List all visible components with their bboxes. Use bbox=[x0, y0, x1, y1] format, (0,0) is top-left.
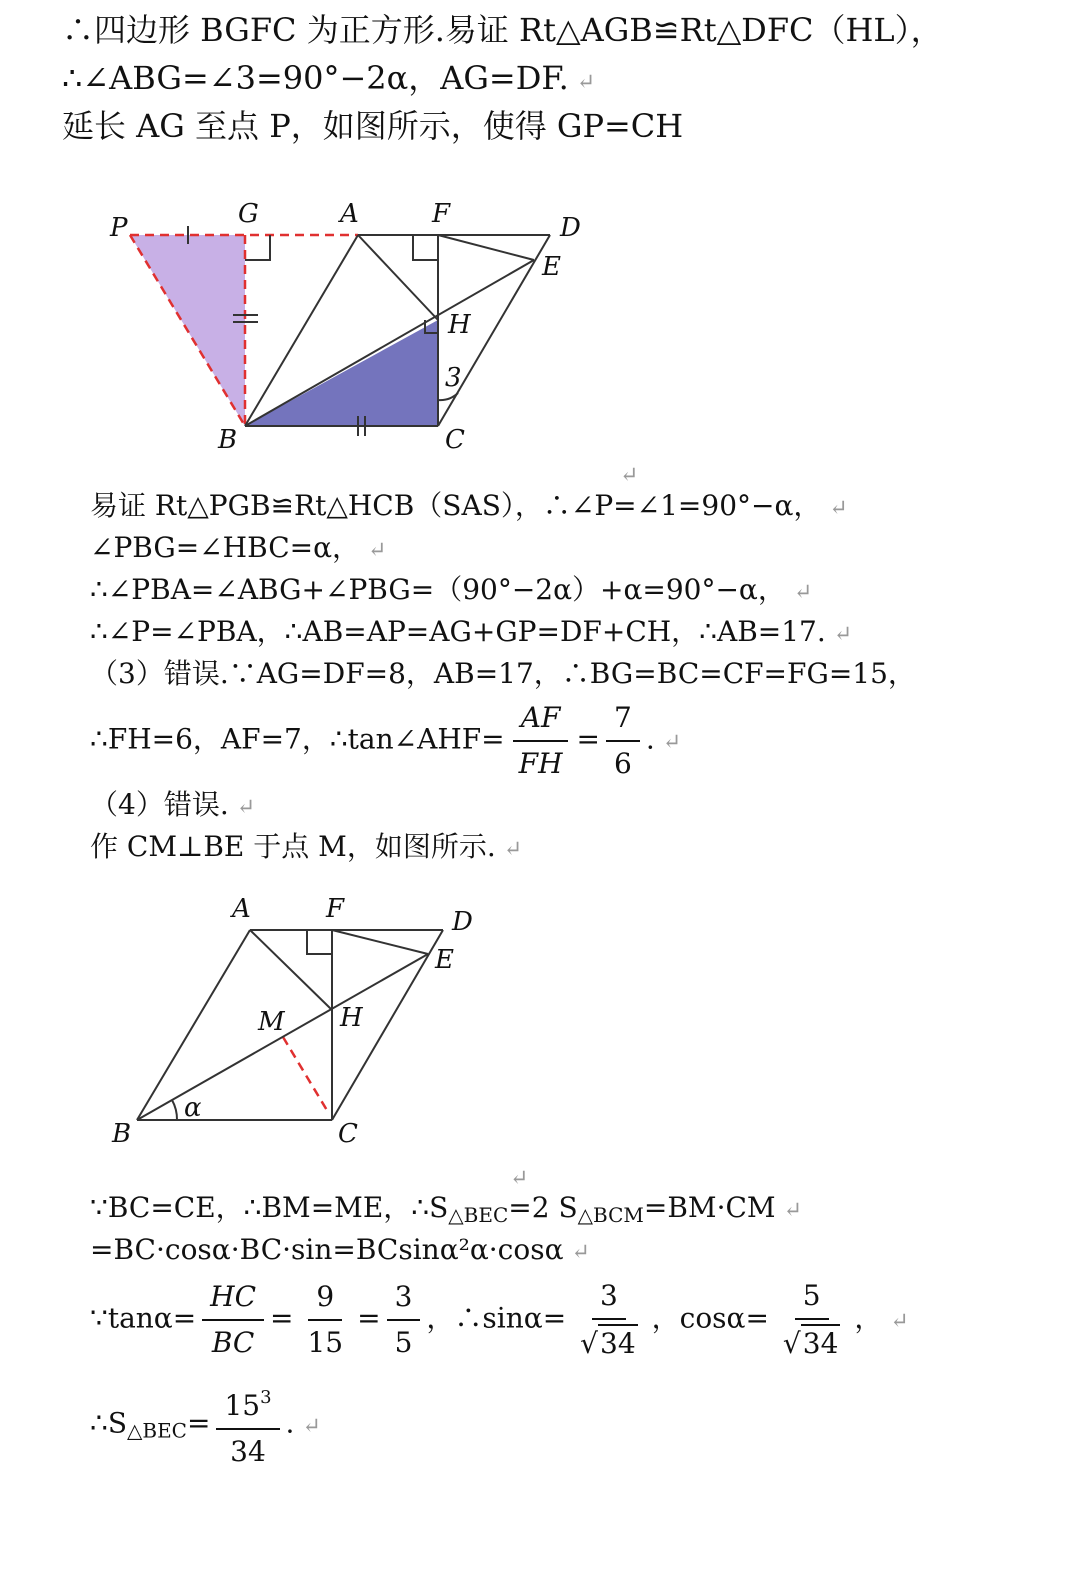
numerator: 3 bbox=[387, 1279, 421, 1321]
line-10-text: （4）错误. bbox=[90, 788, 229, 821]
dashed-cm bbox=[283, 1037, 328, 1112]
numerator: 9 bbox=[308, 1279, 342, 1321]
numerator: HC bbox=[202, 1279, 264, 1321]
return-mark: ↵ bbox=[662, 729, 682, 755]
label-H: H bbox=[340, 1003, 363, 1033]
fraction-cos bbox=[775, 1278, 848, 1362]
text-line-2 bbox=[62, 58, 595, 103]
return-mark: ↵ bbox=[829, 496, 848, 521]
line-15-sub: △BEC bbox=[127, 1418, 187, 1443]
numerator-exponent: 3 bbox=[260, 1387, 272, 1408]
text-line-4 bbox=[90, 488, 848, 527]
return-mark: ↵ bbox=[503, 837, 523, 862]
sqrt-denominator: √ 34 bbox=[775, 1320, 848, 1362]
label-M: M bbox=[258, 1007, 285, 1037]
return-mark: ↵ bbox=[620, 463, 639, 488]
line-15-text-c: . bbox=[285, 1406, 295, 1440]
figure-2-lines bbox=[137, 930, 443, 1120]
return-mark: ↵ bbox=[890, 1308, 909, 1334]
fraction-3-5 bbox=[387, 1279, 421, 1361]
line-12-sub-1: △BEC bbox=[448, 1203, 509, 1227]
period: . bbox=[645, 722, 655, 756]
radicand: 34 bbox=[801, 1324, 841, 1362]
label-C: C bbox=[338, 1119, 358, 1149]
return-mark: ↵ bbox=[576, 70, 596, 95]
fraction-7-6 bbox=[606, 700, 640, 782]
line-12-text-a: ∵BC=CE，∴BM=ME，∴S bbox=[90, 1191, 449, 1224]
text-line-6 bbox=[90, 572, 812, 611]
denominator: 6 bbox=[613, 747, 632, 780]
fraction-af-fh bbox=[511, 700, 571, 782]
line-15-text-b: = bbox=[186, 1406, 211, 1440]
numerator: 3 bbox=[592, 1278, 626, 1320]
numerator: 7 bbox=[606, 700, 640, 742]
radicand: 34 bbox=[598, 1324, 638, 1362]
line-12-text-b: =2 S bbox=[508, 1191, 578, 1224]
label-A: A bbox=[340, 199, 359, 229]
numerator: 5 bbox=[795, 1278, 829, 1320]
numerator: AF bbox=[513, 700, 569, 742]
line-4-text: 易证 Rt△PGB≌Rt△HCB（SAS），∴∠P=∠1=90°−α， bbox=[90, 489, 822, 522]
equals-sign: = bbox=[357, 1301, 381, 1335]
text-line-3 bbox=[62, 106, 683, 146]
label-A: A bbox=[232, 894, 251, 924]
text-line-1 bbox=[62, 10, 943, 50]
label-E: E bbox=[542, 252, 561, 282]
label-F: F bbox=[432, 199, 451, 229]
line-6-text: ∴∠PBA=∠ABG+∠PBG=（90°−2α）+α=90°−α， bbox=[90, 573, 786, 606]
return-mark: ↵ bbox=[783, 1198, 803, 1223]
return-mark: ↵ bbox=[793, 580, 813, 605]
text-line-9 bbox=[90, 700, 681, 782]
label-P: P bbox=[110, 213, 128, 243]
geometry-figure-2 bbox=[100, 890, 520, 1160]
line-13-text: =BC·cosα·BC·sin=BCsinα²α·cosα bbox=[90, 1233, 564, 1266]
label-B: B bbox=[112, 1119, 132, 1149]
line-9-text: ∴FH=6，AF=7，∴tan∠AHF= bbox=[90, 722, 505, 756]
label-F: F bbox=[326, 894, 345, 924]
line-14-text-b: ，∴sinα= bbox=[426, 1301, 567, 1335]
label-D: D bbox=[452, 907, 473, 937]
line-14-text-a: ∵tanα= bbox=[90, 1301, 197, 1335]
text-line-14 bbox=[90, 1278, 909, 1362]
text-line-8 bbox=[90, 656, 916, 692]
return-mark: ↵ bbox=[833, 622, 853, 647]
numerator bbox=[216, 1380, 279, 1430]
line-2-text: ∴∠ABG=∠3=90°−2α，AG=DF. bbox=[62, 59, 569, 97]
equals-sign: = bbox=[576, 722, 600, 756]
denominator: 15 bbox=[307, 1326, 344, 1359]
text-line-5 bbox=[90, 530, 386, 569]
line-8-text: （3）错误.∵AG=DF=8，AB=17，∴BG=BC=CF=FG=15， bbox=[90, 657, 916, 690]
fraction-result bbox=[216, 1380, 279, 1470]
fraction-hc-bc bbox=[202, 1279, 264, 1361]
line-14-text-c: ，cosα= bbox=[651, 1301, 769, 1335]
label-G: G bbox=[238, 199, 259, 229]
text-line-10 bbox=[90, 787, 255, 826]
label-alpha: α bbox=[184, 1093, 202, 1123]
text-line-13 bbox=[90, 1232, 590, 1271]
text-line-15 bbox=[90, 1380, 321, 1470]
label-B: B bbox=[218, 425, 238, 455]
label-angle-3: 3 bbox=[445, 363, 462, 393]
return-mark: ↵ bbox=[510, 1166, 529, 1191]
line-15-text-a: ∴S bbox=[90, 1406, 127, 1440]
return-mark: ↵ bbox=[368, 538, 387, 563]
denominator: 5 bbox=[394, 1326, 413, 1359]
sqrt-denominator: √ 34 bbox=[572, 1320, 645, 1362]
label-H: H bbox=[448, 310, 471, 340]
line-1-text: ∴四边形 BGFC 为正方形.易证 Rt△AGB≌Rt△DFC（HL）， bbox=[62, 11, 943, 49]
line-5-text: ∠PBG=∠HBC=α， bbox=[90, 531, 360, 564]
label-E: E bbox=[435, 945, 454, 975]
label-D: D bbox=[560, 213, 581, 243]
return-mark: ↵ bbox=[236, 795, 256, 820]
text-line-12 bbox=[90, 1190, 802, 1233]
line-7-text: ∴∠P=∠PBA，∴AB=AP=AG+GP=DF+CH，∴AB=17. bbox=[90, 615, 826, 648]
return-mark: ↵ bbox=[571, 1240, 590, 1265]
text-line-11 bbox=[90, 829, 522, 868]
text-line-7 bbox=[90, 614, 852, 653]
line-14-text-d: ， bbox=[854, 1301, 883, 1335]
line-12-text-c: =BM·CM bbox=[643, 1191, 776, 1224]
fraction-9-15 bbox=[299, 1279, 351, 1361]
line-11-text: 作 CM⊥BE 于点 M，如图所示. bbox=[90, 830, 496, 863]
denominator: FH bbox=[518, 747, 563, 780]
denominator: 34 bbox=[230, 1435, 266, 1468]
geometry-figure-1 bbox=[100, 190, 620, 470]
return-mark: ↵ bbox=[302, 1413, 321, 1439]
numerator-base: 15 bbox=[224, 1389, 261, 1422]
line-3-text: 延长 AG 至点 P，如图所示，使得 GP=CH bbox=[62, 107, 684, 145]
line-12-sub-2: △BCM bbox=[577, 1203, 644, 1227]
equals-sign: = bbox=[270, 1301, 294, 1335]
fraction-sin bbox=[572, 1278, 645, 1362]
denominator: BC bbox=[211, 1326, 255, 1359]
label-C: C bbox=[445, 425, 465, 455]
